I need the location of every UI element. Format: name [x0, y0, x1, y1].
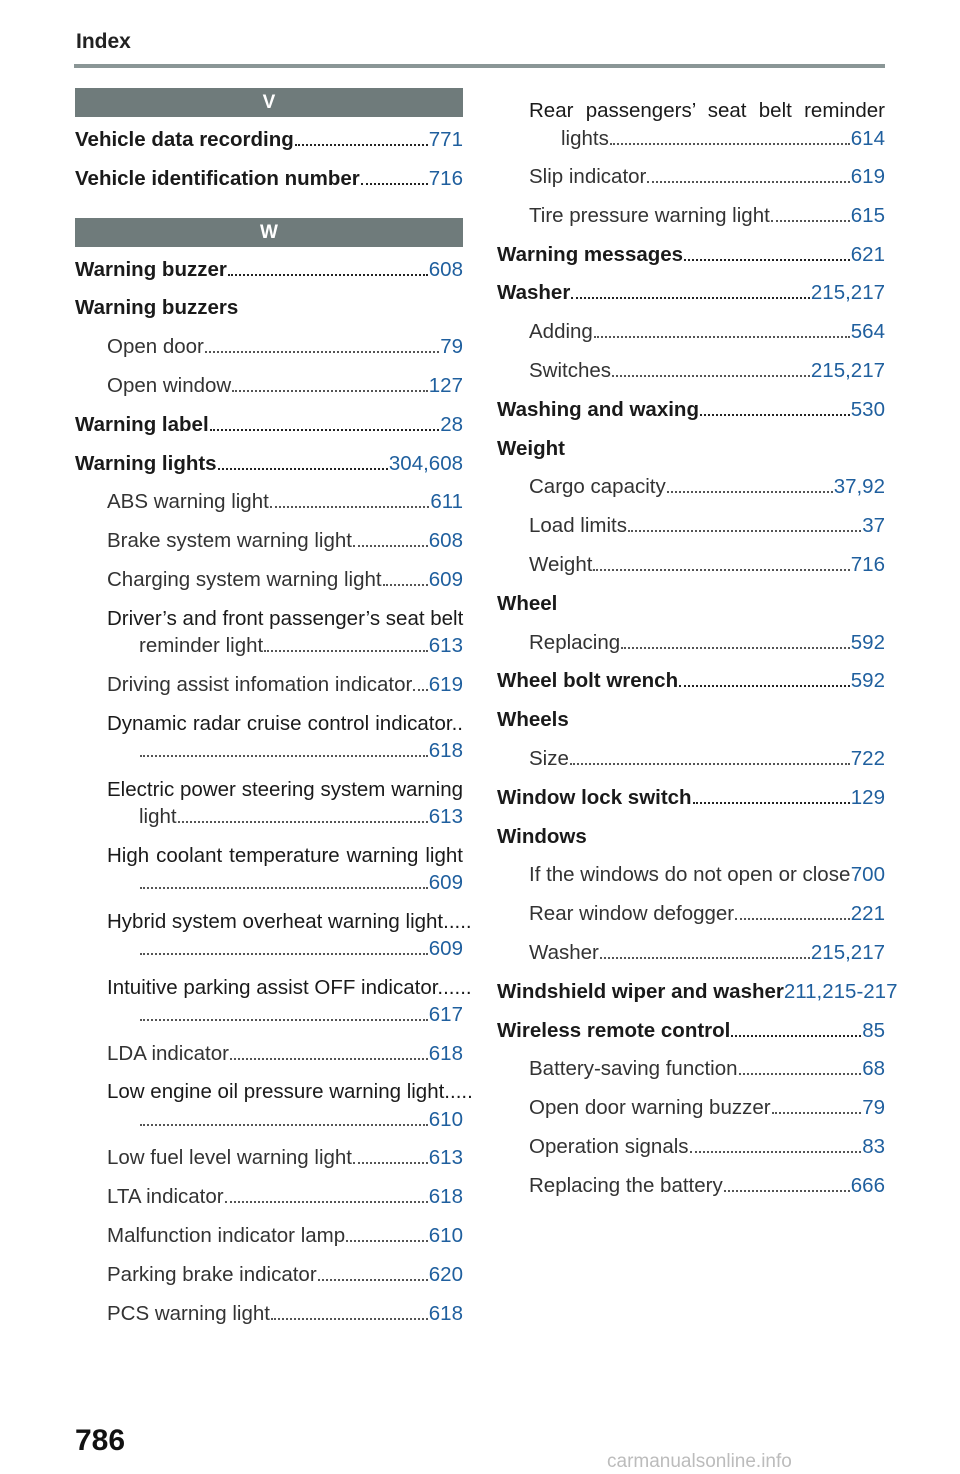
entry-text: Driving assist infomation indicator — [107, 672, 413, 696]
index-entry[interactable] — [75, 117, 463, 156]
page-link[interactable]: 79 — [440, 335, 463, 359]
section-letter-bar: V — [75, 88, 463, 117]
index-entry[interactable] — [75, 156, 463, 195]
page-link[interactable]: 79 — [862, 1096, 885, 1120]
entry-text: Slip indicator — [529, 165, 647, 188]
index-subentry[interactable] — [497, 930, 885, 969]
index-entry[interactable] — [497, 969, 898, 1008]
entry-text: Replacing — [529, 630, 621, 654]
entry-text: Washer — [529, 940, 599, 964]
entry-text: LTA indicator — [107, 1185, 224, 1209]
page-link[interactable]: 722 — [850, 746, 885, 770]
page-link[interactable]: 716 — [850, 552, 885, 576]
index-entry[interactable] — [497, 1008, 885, 1047]
index-entry[interactable] — [75, 402, 463, 441]
index-column-right — [497, 88, 898, 1202]
index-subentry[interactable] — [75, 557, 463, 596]
entry-text: ABS warning light — [107, 490, 269, 514]
index-subentry[interactable] — [497, 620, 885, 659]
entry-text: Warning buzzer — [75, 257, 227, 281]
page-link[interactable]: 619 — [850, 165, 885, 188]
dot-leader — [225, 1201, 428, 1203]
page-link[interactable]: 221 — [850, 902, 885, 926]
dot-leader — [178, 821, 428, 823]
entry-text: Replacing the battery — [529, 1173, 723, 1197]
entry-text: Malfunction indicator lamp — [107, 1223, 346, 1247]
dot-leader — [271, 1318, 428, 1320]
dot-leader — [140, 953, 428, 955]
dot-leader — [735, 918, 850, 920]
page-link[interactable]: 613 — [428, 1146, 463, 1170]
index-subentry[interactable] — [497, 503, 885, 542]
entry-continuation — [107, 805, 463, 833]
page-link[interactable]: 611 — [430, 490, 463, 514]
entry-text: Tire pressure warning light — [529, 203, 770, 227]
index-heading: Wheel — [497, 591, 558, 615]
dot-leader — [731, 1035, 861, 1037]
index-subentry[interactable] — [75, 363, 463, 402]
index-subentry[interactable] — [75, 662, 463, 701]
entry-text-continued: light — [139, 805, 177, 829]
dot-leader — [679, 685, 850, 687]
index-subentry[interactable] — [75, 596, 463, 662]
entry-text: Vehicle identification number — [75, 166, 360, 190]
page-link[interactable]: 621 — [850, 242, 885, 266]
index-entry[interactable] — [75, 247, 463, 286]
entry-text: Parking brake indicator — [107, 1262, 317, 1286]
page-link[interactable]: 619 — [428, 672, 463, 696]
entry-text: Charging system warning light — [107, 567, 382, 591]
index-subentry[interactable] — [497, 309, 885, 348]
entry-text: Weight — [529, 552, 593, 576]
page-link[interactable]: 618 — [428, 1041, 463, 1065]
dot-leader — [667, 491, 833, 493]
page-link[interactable]: 608 — [428, 257, 463, 281]
dot-leader — [353, 545, 428, 547]
entry-text: Size — [529, 746, 569, 770]
entry-text: Window lock switch — [497, 785, 692, 809]
dot-leader — [594, 336, 850, 338]
page-link[interactable]: 28 — [440, 412, 463, 436]
dot-leader — [647, 181, 849, 183]
index-column-left — [75, 88, 473, 1329]
page-link[interactable]: 215,217 — [810, 358, 885, 382]
dot-leader — [232, 390, 428, 392]
dot-leader — [739, 1073, 862, 1075]
watermark: carmanualsonline.info — [607, 1451, 792, 1472]
index-subentry[interactable] — [75, 518, 463, 557]
index-subentry[interactable] — [497, 1124, 885, 1163]
entry-text: Load limits — [529, 514, 627, 538]
page-link[interactable]: 617 — [428, 1003, 463, 1027]
dot-leader — [593, 569, 849, 571]
index-subentry[interactable] — [75, 479, 463, 518]
page-link[interactable]: 211,215-217 — [783, 979, 898, 1003]
dot-leader — [346, 1240, 428, 1242]
section-letter-bar: W — [75, 218, 463, 247]
page-link[interactable]: 613 — [428, 634, 463, 658]
index-subentry[interactable] — [497, 348, 885, 387]
entry-text: Open door warning buzzer — [529, 1096, 771, 1120]
dot-leader — [140, 1019, 428, 1021]
dot-leader — [353, 1162, 428, 1164]
index-entry[interactable] — [497, 387, 885, 426]
entry-text: Dynamic radar cruise control indicator.. — [107, 711, 463, 735]
entry-text-continued: reminder light — [139, 634, 264, 658]
index-subentry[interactable] — [497, 1085, 885, 1124]
index-subentry[interactable] — [75, 1174, 463, 1213]
index-subentry[interactable] — [75, 324, 463, 363]
entry-text: LDA indicator — [107, 1041, 229, 1065]
dot-leader — [140, 887, 428, 889]
entry-text: Rear passengers’ seat belt reminder — [529, 99, 885, 122]
entry-continuation — [107, 1108, 463, 1136]
index-subentry[interactable] — [497, 1163, 885, 1202]
entry-continuation — [107, 871, 463, 899]
index-subentry[interactable] — [75, 1291, 463, 1330]
entry-text: Warning lights — [75, 451, 217, 475]
entry-text: Washing and waxing — [497, 397, 699, 421]
page-link[interactable]: 564 — [850, 320, 885, 344]
page-link[interactable]: 592 — [850, 630, 885, 654]
entry-text: High coolant temperature warning light — [107, 843, 463, 867]
index-subentry[interactable] — [497, 1046, 885, 1085]
dot-leader — [570, 763, 850, 765]
dot-leader — [724, 1190, 850, 1192]
header-divider — [74, 64, 885, 68]
entry-text: Operation signals — [529, 1134, 689, 1158]
dot-leader — [600, 957, 810, 959]
dot-leader — [361, 183, 428, 185]
page-link[interactable]: 610 — [428, 1223, 463, 1247]
page-link[interactable]: 614 — [850, 126, 885, 150]
page-link[interactable]: 620 — [428, 1262, 463, 1286]
entry-text: Battery-saving function — [529, 1057, 738, 1081]
page-link[interactable]: 215,217 — [810, 940, 885, 964]
dot-leader — [700, 414, 850, 416]
index-subentry[interactable] — [75, 899, 472, 965]
dot-leader — [218, 468, 388, 470]
page-link[interactable]: 609 — [428, 937, 463, 961]
page-link[interactable]: 618 — [428, 1185, 463, 1209]
entry-continuation — [107, 1003, 463, 1031]
dot-leader — [571, 297, 810, 299]
page-link[interactable]: 608 — [428, 529, 463, 553]
entry-continuation — [529, 127, 885, 155]
entry-text: Vehicle data recording — [75, 128, 294, 151]
index-subentry[interactable] — [75, 1069, 473, 1135]
index-subentry[interactable] — [75, 833, 463, 899]
index-subentry[interactable] — [75, 965, 472, 1031]
index-subentry[interactable] — [497, 852, 885, 891]
index-heading: Weight — [497, 436, 565, 460]
index-subentry[interactable] — [497, 154, 885, 193]
entry-text: Warning messages — [497, 242, 684, 266]
page-link[interactable]: 609 — [428, 871, 463, 895]
page-link[interactable]: 618 — [428, 739, 463, 763]
index-entry[interactable] — [75, 441, 463, 480]
entry-text: Open window — [107, 373, 232, 397]
index-subentry[interactable] — [497, 193, 885, 232]
page-link[interactable]: 37 — [862, 514, 885, 538]
index-subentry[interactable] — [75, 767, 463, 833]
entry-text: Brake system warning light — [107, 529, 352, 553]
entry-text: If the windows do not open or close — [529, 863, 851, 887]
entry-text: Driver’s and front passenger’s seat belt — [107, 606, 464, 630]
entry-text: Low fuel level warning light — [107, 1146, 352, 1170]
entry-text: Washer — [497, 281, 571, 305]
dot-leader — [205, 351, 439, 353]
dot-leader — [610, 143, 850, 145]
entry-text: Open door — [107, 335, 204, 359]
dot-leader — [228, 274, 428, 276]
page-number: 786 — [75, 1424, 126, 1457]
entry-text: Low engine oil pressure warning light..... — [107, 1080, 473, 1104]
page-link[interactable]: 615 — [850, 203, 885, 227]
dot-leader — [612, 375, 810, 377]
dot-leader — [140, 755, 428, 757]
dot-leader — [772, 1112, 862, 1114]
page-link[interactable]: 716 — [428, 166, 463, 190]
page-link[interactable]: 304,608 — [388, 451, 463, 475]
index-subentry[interactable] — [497, 464, 885, 503]
index-subentry[interactable] — [497, 736, 885, 775]
section-spacer — [75, 195, 463, 218]
entry-text: Windshield wiper and washer — [497, 979, 784, 1003]
page-link[interactable]: 771 — [428, 128, 463, 151]
entry-text: Intuitive parking assist OFF indicator...... — [107, 975, 472, 999]
index-entry[interactable] — [497, 658, 885, 697]
index-subentry[interactable] — [497, 88, 885, 154]
index-subentry[interactable] — [497, 891, 885, 930]
page-link[interactable]: 700 — [850, 863, 885, 887]
page-link[interactable]: 83 — [862, 1134, 885, 1158]
dot-leader — [230, 1058, 428, 1060]
entry-text: Electric power steering system warning — [107, 777, 463, 801]
dot-leader — [264, 650, 428, 652]
index-subentry[interactable] — [75, 1031, 463, 1070]
dot-leader — [295, 144, 428, 146]
dot-leader — [690, 1151, 862, 1153]
dot-leader — [270, 506, 430, 508]
page-link[interactable]: 37,92 — [833, 475, 885, 499]
dot-leader — [771, 220, 850, 222]
dot-leader — [210, 429, 440, 431]
dot-leader — [628, 530, 861, 532]
dot-leader — [413, 689, 427, 691]
page-link[interactable]: 618 — [428, 1301, 463, 1325]
page-link[interactable]: 609 — [428, 567, 463, 591]
entry-continuation — [107, 937, 463, 965]
page-link[interactable]: 129 — [850, 785, 885, 809]
dot-leader — [621, 647, 850, 649]
entry-text: Adding — [529, 320, 593, 344]
page-link[interactable]: 85 — [862, 1018, 885, 1042]
index-entry[interactable] — [497, 775, 885, 814]
page-link[interactable]: 530 — [850, 397, 885, 421]
entry-continuation — [107, 739, 463, 767]
page-link[interactable]: 592 — [850, 669, 885, 693]
entry-text: Wireless remote control — [497, 1018, 731, 1042]
entry-text: PCS warning light — [107, 1301, 270, 1325]
index-entry[interactable] — [497, 270, 885, 309]
page-link[interactable]: 68 — [862, 1057, 885, 1081]
entry-text: Hybrid system overheat warning light..... — [107, 909, 472, 933]
dot-leader — [684, 259, 850, 261]
page-header-title: Index — [76, 30, 131, 53]
page-link[interactable]: 666 — [850, 1173, 885, 1197]
index-heading: Windows — [497, 824, 587, 848]
page-link[interactable]: 127 — [428, 373, 463, 397]
dot-leader — [693, 802, 850, 804]
page-link[interactable]: 610 — [428, 1107, 463, 1131]
dot-leader — [383, 584, 428, 586]
entry-text-continued: lights — [561, 126, 609, 150]
entry-continuation — [107, 634, 463, 662]
index-subentry[interactable] — [75, 1252, 463, 1291]
entry-text: Switches — [529, 358, 612, 382]
entry-text: Cargo capacity — [529, 475, 666, 499]
index-subentry[interactable] — [497, 542, 885, 581]
dot-leader — [318, 1279, 428, 1281]
page-link[interactable]: 613 — [428, 805, 463, 829]
page-link[interactable]: 215,217 — [810, 281, 885, 305]
index-heading: Warning buzzers — [75, 296, 239, 320]
dot-leader — [140, 1124, 428, 1126]
index-subentry[interactable] — [75, 1135, 463, 1174]
entry-text: Rear window defogger — [529, 902, 735, 926]
entry-text: Wheel bolt wrench — [497, 669, 679, 693]
entry-text: Warning label — [75, 412, 209, 436]
index-heading: Wheels — [497, 708, 569, 732]
index-subentry[interactable] — [75, 1213, 463, 1252]
index-entry[interactable] — [497, 232, 885, 271]
index-subentry[interactable] — [75, 701, 463, 767]
